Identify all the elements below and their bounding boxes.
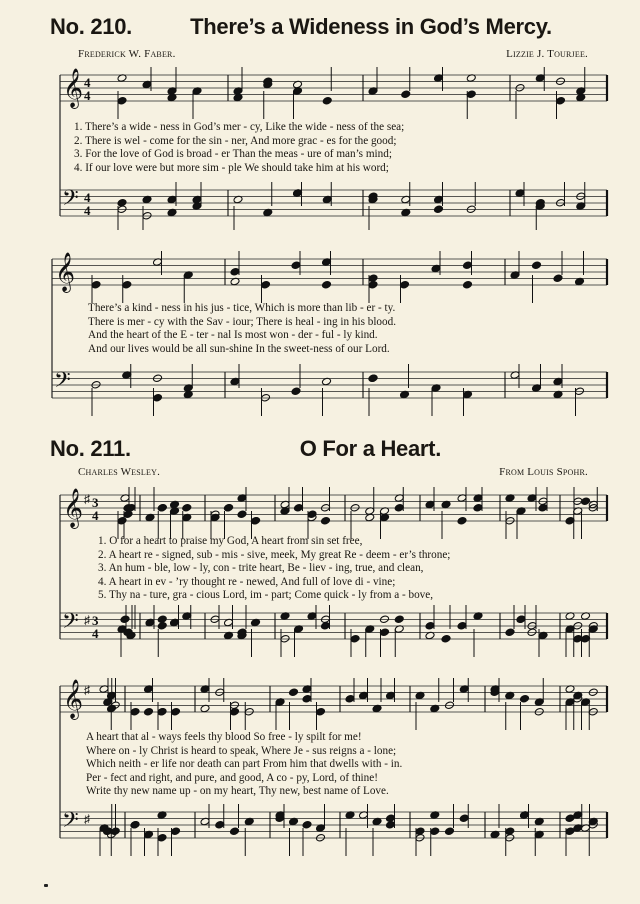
note-head	[441, 634, 451, 643]
note-head	[322, 96, 332, 105]
hymn-210-lyrics-1	[74, 121, 614, 175]
lyric-line: 1. O for a heart to praise my God, A heart from sin set free,	[98, 535, 363, 547]
hymn-210-composer: Lizzie J. Tourjee.	[506, 48, 588, 60]
note-head	[291, 261, 301, 270]
note-head	[224, 503, 234, 512]
svg-text:♯: ♯	[84, 683, 90, 697]
hymn-210-author: Frederick W. Faber.	[78, 48, 176, 60]
note-head	[516, 615, 526, 624]
lyric-line: 4. A heart in ev - ’ry thought re - newed, And full of love di - vine;	[98, 575, 396, 588]
bass-clef-icon: 𝄢	[62, 186, 79, 216]
treble-clef-icon: 𝄞	[63, 679, 84, 719]
svg-text:♯: ♯	[84, 613, 90, 627]
lyric-line: And the heart of the E - ter - nal Is most won - der - ful - ly kind.	[88, 329, 378, 342]
note-head	[322, 280, 332, 289]
note-head	[171, 707, 181, 716]
svg-text:4: 4	[84, 75, 91, 90]
note-head	[157, 833, 167, 842]
note-head	[302, 820, 312, 829]
note-head	[457, 516, 467, 525]
note-head	[171, 827, 181, 836]
lyric-line: 3. An hum - ble, low - ly, con - trite heart, Be - liev - ing, true, and clean,	[98, 562, 424, 575]
lyric-line: A heart that al - ways feels thy blood So free - ly spilt for me!	[86, 731, 362, 743]
note-head	[463, 280, 473, 289]
note-head	[556, 96, 566, 105]
note-head	[380, 628, 390, 637]
note-head	[261, 280, 271, 289]
note-head	[122, 280, 132, 289]
bass-clef-icon: 𝄢	[62, 808, 79, 838]
note-head	[368, 280, 378, 289]
note-head	[386, 820, 396, 829]
note-head	[130, 707, 140, 716]
hymn-210-header	[50, 14, 610, 40]
note-head	[291, 387, 301, 396]
note-head	[230, 827, 240, 836]
note-head	[110, 827, 120, 836]
treble-clef-icon: 𝄞	[63, 488, 84, 528]
note-head	[401, 90, 411, 99]
note-head	[350, 634, 360, 643]
lyric-line: There is mer - cy with the Sav - iour; There is heal - ing in his blood.	[88, 315, 397, 328]
note-head	[294, 503, 304, 512]
note-head	[368, 374, 378, 383]
lyric-line: 1. There’s a wide - ness in God’s mer - cy, Like the wide - ness of the sea;	[74, 121, 405, 133]
lyric-line: 4. If our love were but more sim - ple We should take him at his word;	[74, 161, 389, 174]
treble-clef-icon: 𝄞	[55, 252, 76, 292]
note-head	[144, 707, 154, 716]
hymn-211-header	[50, 436, 610, 462]
hymn-211-lyrics-2	[86, 731, 626, 799]
note-head	[251, 516, 261, 525]
note-head	[400, 280, 410, 289]
note-head	[215, 820, 225, 829]
note-head	[466, 90, 476, 99]
note-head	[316, 707, 326, 716]
note-head	[157, 503, 167, 512]
note-head	[553, 274, 563, 283]
lyric-line: 5. Thy na - ture, gra - cious Lord, im - part; Come quick - ly from a - bove,	[98, 589, 434, 602]
note-head	[230, 267, 240, 276]
hymn-211-lyrics-1	[98, 535, 638, 603]
lyric-line: Where on - ly Christ is heard to speak, Where Je - sus reigns a - lone;	[86, 744, 397, 757]
note-head	[153, 393, 163, 402]
svg-text:4: 4	[84, 190, 91, 205]
note-head	[394, 615, 404, 624]
note-head	[237, 510, 247, 519]
note-head	[91, 280, 101, 289]
lyric-line: Per - fect and right, and pure, and good, A co - py, Lord, of thine!	[86, 771, 378, 784]
svg-text:4: 4	[92, 508, 99, 523]
note-head	[520, 694, 530, 703]
svg-text:♯: ♯	[84, 812, 90, 826]
note-head	[120, 615, 130, 624]
note-head	[532, 261, 542, 270]
lyric-line: Which neith - er life nor death can part From him that dwells with - in.	[86, 758, 403, 771]
note-head	[459, 814, 469, 823]
note-head	[182, 503, 192, 512]
hymn-210-lyrics-2	[88, 302, 628, 356]
note-head	[457, 621, 467, 630]
note-head	[117, 96, 127, 105]
note-head	[157, 621, 167, 630]
note-head	[302, 694, 312, 703]
note-head	[463, 261, 473, 270]
lyric-line: Write thy new name up - on my heart, Thy new, best name of Love.	[86, 785, 389, 798]
lyric-line: 2. A heart re - signed, sub - mis - sive, meek, My great Re - deem - er’s throne;	[98, 548, 451, 561]
note-head	[415, 827, 425, 836]
treble-clef-icon: 𝄞	[63, 68, 84, 108]
svg-text:♯: ♯	[84, 492, 90, 506]
svg-text:3: 3	[92, 495, 99, 510]
note-head	[445, 827, 455, 836]
lyric-line: There’s a kind - ness in his jus - tice, Which is more than lib - er - ty.	[88, 302, 396, 314]
note-head	[538, 503, 548, 512]
hymn-211-author: Charles Wesley.	[78, 466, 161, 478]
hymn-211-composer: From Louis Spohr.	[499, 466, 588, 478]
hymn-211-number: No. 211.	[50, 436, 131, 461]
note-head	[425, 621, 435, 630]
bass-clef-icon: 𝄢	[62, 609, 79, 639]
lyric-line: 3. For the love of God is broad - er Than the meas - ure of man’s mind;	[74, 148, 392, 161]
lyric-line: And our lives would be all sun-shine In the sweet-ness of our Lord.	[88, 342, 390, 355]
note-head	[289, 688, 299, 697]
note-head	[394, 503, 404, 512]
note-head	[321, 516, 331, 525]
note-head	[505, 628, 515, 637]
page-mark	[44, 884, 48, 887]
note-head	[434, 205, 444, 214]
hymn-210-title: There’s a Wideness in God’s Mercy.	[190, 14, 552, 39]
hymn-211-title: O For a Heart.	[299, 436, 442, 461]
note-head	[430, 827, 440, 836]
note-head	[473, 503, 483, 512]
note-head	[321, 621, 331, 630]
svg-text:3: 3	[92, 613, 99, 628]
svg-text:4: 4	[84, 203, 91, 218]
svg-text:4: 4	[92, 626, 99, 641]
svg-text:4: 4	[84, 88, 91, 103]
hymn-210-number: No. 210.	[50, 14, 132, 39]
note-head	[345, 694, 355, 703]
bass-clef-icon: 𝄢	[54, 368, 71, 398]
lyric-line: 2. There is wel - come for the sin - ner, And more grac - es for the good;	[74, 134, 397, 147]
